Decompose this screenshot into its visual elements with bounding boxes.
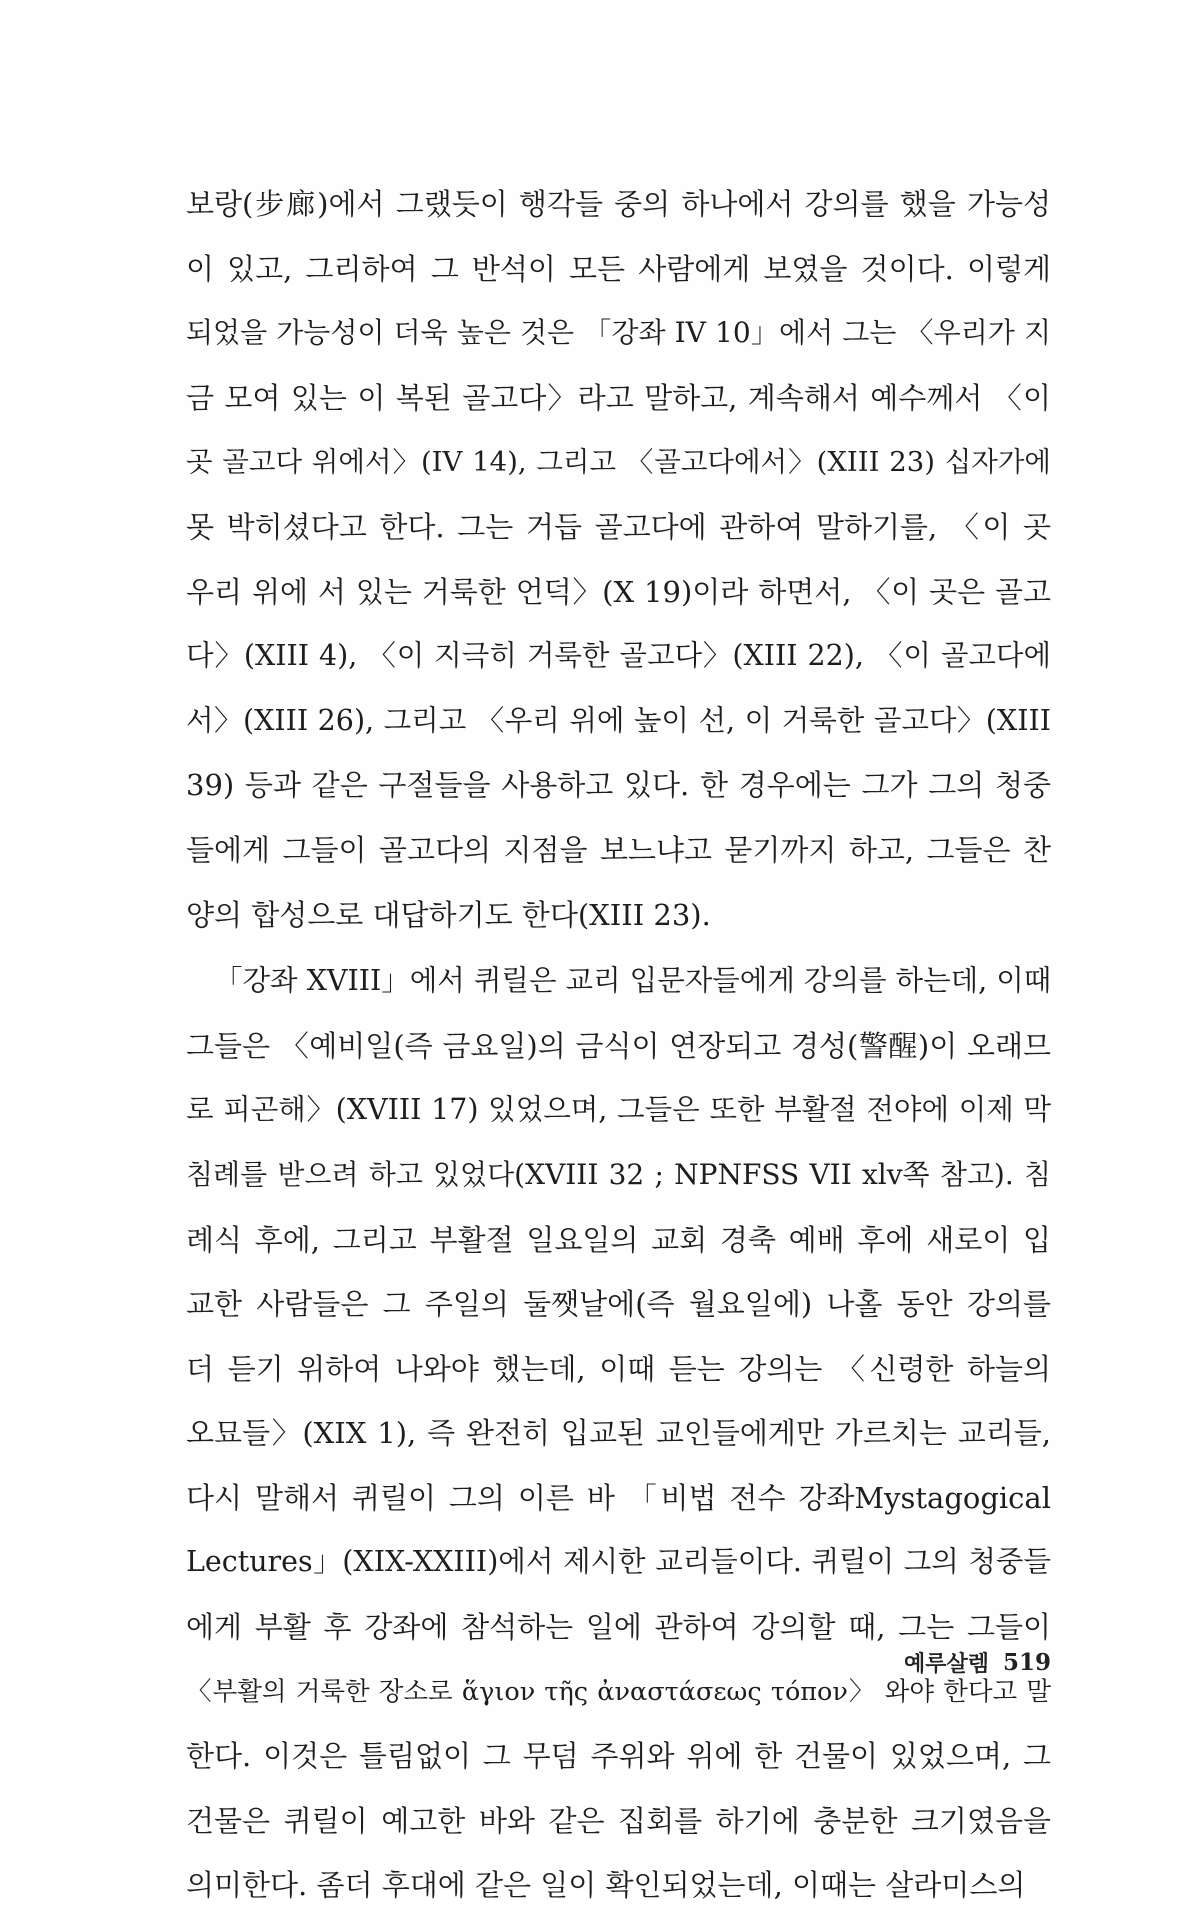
- text-line: 다〉(XIII 4), 〈이 지극히 거룩한 골고다〉(XIII 22), 〈이 골고다에: [186, 639, 1051, 673]
- text-line: 한다. 이것은 틀림없이 그 무덤 주위와 위에 한 건물이 있었으며, 그: [186, 1739, 1051, 1774]
- text-line: Lectures」(XIX-XXIII)에서 제시한 교리들이다. 퀴릴이 그의 청중들: [186, 1545, 1051, 1579]
- text-line: 되었을 가능성이 더욱 높은 것은 「강좌 IV 10」에서 그는 〈우리가 지: [186, 316, 1051, 350]
- text-line: 서〉(XIII 26), 그리고 〈우리 위에 높이 선, 이 거룩한 골고다〉(XIII: [186, 703, 1051, 737]
- text-line: 39) 등과 같은 구절들을 사용하고 있다. 한 경우에는 그가 그의 청중: [186, 768, 1051, 803]
- text-line: 다시 말해서 퀴릴이 그의 이른 바 「비법 전수 강좌Mystagogical: [186, 1480, 1051, 1515]
- text-line: 더 듣기 위하여 나와야 했는데, 이때 듣는 강의는 〈신령한 하늘의: [186, 1351, 1051, 1386]
- text-line: 「강좌 XVIII」에서 퀴릴은 교리 입문자들에게 강의를 하는데, 이때: [214, 964, 1052, 998]
- text-line: 에게 부활 후 강좌에 참석하는 일에 관하여 강의할 때, 그는 그들이: [186, 1610, 1051, 1645]
- text-line: 로 피곤해〉(XVIII 17) 있었으며, 그들은 또한 부활절 전야에 이제 막: [186, 1093, 1051, 1127]
- text-line: 침례를 받으려 하고 있었다(XVIII 32 ; NPNFSS VII xlv쪽 참고). 침: [186, 1157, 1051, 1191]
- text-line: 금 모여 있는 이 복된 골고다〉라고 말하고, 계속해서 예수께서 〈이: [186, 380, 1051, 415]
- paragraph: [186, 172, 1051, 947]
- text-line: 의미한다. 좀더 후대에 같은 일이 확인되었는데, 이때는 살라미스의: [186, 1868, 1026, 1903]
- text-line: 보랑(步廊)에서 그랬듯이 행각들 중의 하나에서 강의를 했을 가능성: [186, 187, 1051, 221]
- text-line: 그들은 〈예비일(즉 금요일)의 금식이 연장되고 경성(警醒)이 오래므: [186, 1028, 1051, 1063]
- text-line: 못 박히셨다고 한다. 그는 거듭 골고다에 관하여 말하기를, 〈이 곳: [186, 509, 1051, 544]
- text-line: 우리 위에 서 있는 거룩한 언덕〉(X 19)이라 하면서, 〈이 곳은 골고: [186, 574, 1051, 609]
- running-title: 예루살렘: [903, 1651, 989, 1677]
- page-footer: [780, 1642, 1051, 1682]
- text-line: 곳 골고다 위에서〉(IV 14), 그리고 〈골고다에서〉(XIII 23) 십자가에: [186, 446, 1051, 479]
- text-line: 교한 사람들은 그 주일의 둘쨋날에(즉 월요일에) 나홀 동안 강의를: [186, 1287, 1051, 1322]
- text-line: 건물은 퀴릴이 예고한 바와 같은 집회를 하기에 충분한 크기였음을: [186, 1803, 1051, 1838]
- text-line: 들에게 그들이 골고다의 지점을 보느냐고 묻기까지 하고, 그들은 찬: [186, 832, 1051, 867]
- text-line: 양의 합성으로 대답하기도 한다(XIII 23).: [186, 897, 711, 932]
- text-line: 〈부활의 거룩한 장소로 ἅγιον τῆς ἀναστάσεως τόπον〉 와야 한다고 말: [186, 1676, 1051, 1707]
- text-line: 례식 후에, 그리고 부활절 일요일의 교회 경축 예배 후에 새로이 입: [186, 1222, 1051, 1257]
- paragraph: [186, 949, 1051, 1918]
- page-number: 519: [1002, 1648, 1051, 1676]
- text-line: 이 있고, 그리하여 그 반석이 모든 사람에게 보였을 것이다. 이렇게: [186, 251, 1051, 286]
- text-line: 오묘들〉(XIX 1), 즉 완전히 입교된 교인들에게만 가르치는 교리들,: [186, 1416, 1051, 1451]
